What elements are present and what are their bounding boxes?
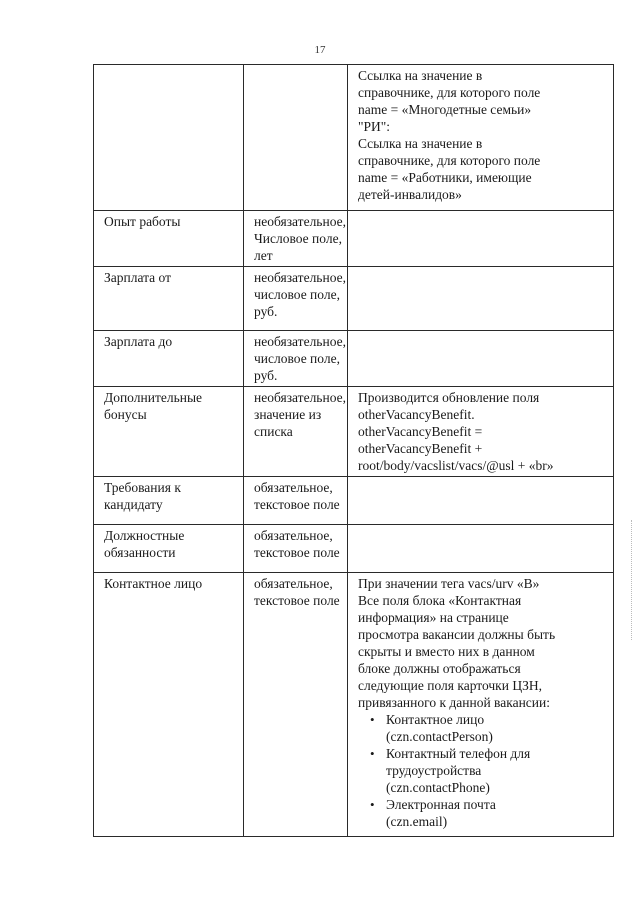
bullet-list [358, 711, 607, 830]
bullet-icon: • [370, 712, 375, 727]
cell-type [244, 525, 348, 573]
cell-text-line: необязательное, [254, 334, 346, 349]
cell-text-line: Зарплата от [104, 270, 172, 285]
cell-text-line: информация» на странице [358, 610, 509, 625]
cell-text-line: Ссылка на значение в [358, 68, 483, 83]
cell-desc [348, 65, 614, 211]
cell-text-line: обязательное, [254, 576, 333, 591]
bullet-item [370, 796, 607, 830]
cell-name [94, 331, 244, 387]
cell-desc [348, 331, 614, 387]
cell-text-line: числовое поле, [254, 351, 340, 366]
table-row [94, 477, 614, 525]
cell-text-line: Все поля блока «Контактная [358, 593, 522, 608]
scan-edge-marks [631, 520, 634, 640]
cell-name [94, 65, 244, 211]
cell-type [244, 573, 348, 837]
bullet-item [370, 745, 607, 796]
cell-desc [348, 267, 614, 331]
table-row [94, 267, 614, 331]
bullet-text-line: Электронная почта [386, 797, 496, 812]
cell-text-line: просмотра вакансии должны быть [358, 627, 556, 642]
cell-text-line: значение из [254, 407, 322, 422]
table-row [94, 573, 614, 837]
bullet-text-line: (czn.contactPerson) [386, 729, 493, 744]
cell-text-line: обязательное, [254, 528, 333, 543]
cell-text-line: обязательное, [254, 480, 333, 495]
cell-text-line: Опыт работы [104, 214, 181, 229]
cell-text-line: Дополнительные [104, 390, 203, 405]
cell-text-line: Требования к [104, 480, 181, 495]
cell-text-line: текстовое поле [254, 593, 340, 608]
cell-text-line: root/body/vacslist/vacs/@usl + «br» [358, 458, 554, 473]
bullet-icon: • [370, 797, 375, 812]
cell-text-line: обязанности [104, 545, 176, 560]
cell-name [94, 211, 244, 267]
table-row [94, 331, 614, 387]
cell-type [244, 211, 348, 267]
cell-text-line: привязанного к данной вакансии: [358, 695, 550, 710]
cell-type [244, 387, 348, 477]
cell-text-line: Зарплата до [104, 334, 173, 349]
cell-text-line: При значении тега vacs/urv «B» [358, 576, 540, 591]
cell-text-line: Ссылка на значение в [358, 136, 483, 151]
cell-text-line: скрыты и вместо них в данном [358, 644, 535, 659]
bullet-text-line: (czn.email) [386, 814, 448, 829]
cell-text-line: справочнике, для которого поле [358, 85, 541, 100]
table-row [94, 525, 614, 573]
cell-desc [348, 573, 614, 837]
cell-type [244, 477, 348, 525]
cell-text-line: текстовое поле [254, 497, 340, 512]
cell-text-line: руб. [254, 304, 278, 319]
cell-type [244, 65, 348, 211]
cell-name [94, 477, 244, 525]
cell-text-line: Числовое поле, [254, 231, 342, 246]
cell-desc [348, 525, 614, 573]
cell-desc [348, 387, 614, 477]
cell-text-line: необязательное, [254, 270, 346, 285]
field-spec-table [93, 64, 614, 837]
cell-text-line: Контактное лицо [104, 576, 203, 591]
cell-type [244, 331, 348, 387]
cell-text-line: блоке должны отображаться [358, 661, 521, 676]
cell-text-line: name = «Многодетные семьи» [358, 102, 532, 117]
bullet-icon: • [370, 746, 375, 761]
cell-name [94, 267, 244, 331]
cell-type [244, 267, 348, 331]
cell-name [94, 573, 244, 837]
table-row [94, 211, 614, 267]
cell-text-line: бонусы [104, 407, 147, 422]
bullet-text-line: Контактный телефон для [386, 746, 531, 761]
cell-text-line: текстовое поле [254, 545, 340, 560]
table-body [94, 65, 614, 837]
table-row [94, 387, 614, 477]
cell-text-line: "РИ": [358, 119, 391, 134]
bullet-text-line: Контактное лицо [386, 712, 485, 727]
cell-text-line: otherVacancyBenefit. [358, 407, 475, 422]
cell-text-line: Должностные [104, 528, 185, 543]
cell-text-line: справочнике, для которого поле [358, 153, 541, 168]
cell-text-line: числовое поле, [254, 287, 340, 302]
cell-text-line: детей-инвалидов» [358, 187, 462, 202]
cell-text-line: name = «Работники, имеющие [358, 170, 532, 185]
cell-name [94, 387, 244, 477]
cell-text-line: otherVacancyBenefit = [358, 424, 483, 439]
cell-desc [348, 477, 614, 525]
cell-text-line: списка [254, 424, 293, 439]
table-row [94, 65, 614, 211]
cell-text-line: лет [254, 248, 273, 263]
bullet-text-line: (czn.contactPhone) [386, 780, 490, 795]
cell-name [94, 525, 244, 573]
cell-text-line: кандидату [104, 497, 163, 512]
cell-text-line: otherVacancyBenefit + [358, 441, 483, 456]
cell-text-line: Производится обновление поля [358, 390, 540, 405]
cell-text-line: необязательное, [254, 214, 346, 229]
bullet-item [370, 711, 607, 745]
bullet-text-line: трудоустройства [386, 763, 482, 778]
cell-text-line: руб. [254, 368, 278, 383]
cell-desc [348, 211, 614, 267]
cell-text-line: необязательное, [254, 390, 346, 405]
cell-text-line: следующие поля карточки ЦЗН, [358, 678, 542, 693]
page-number: 17 [314, 44, 326, 56]
